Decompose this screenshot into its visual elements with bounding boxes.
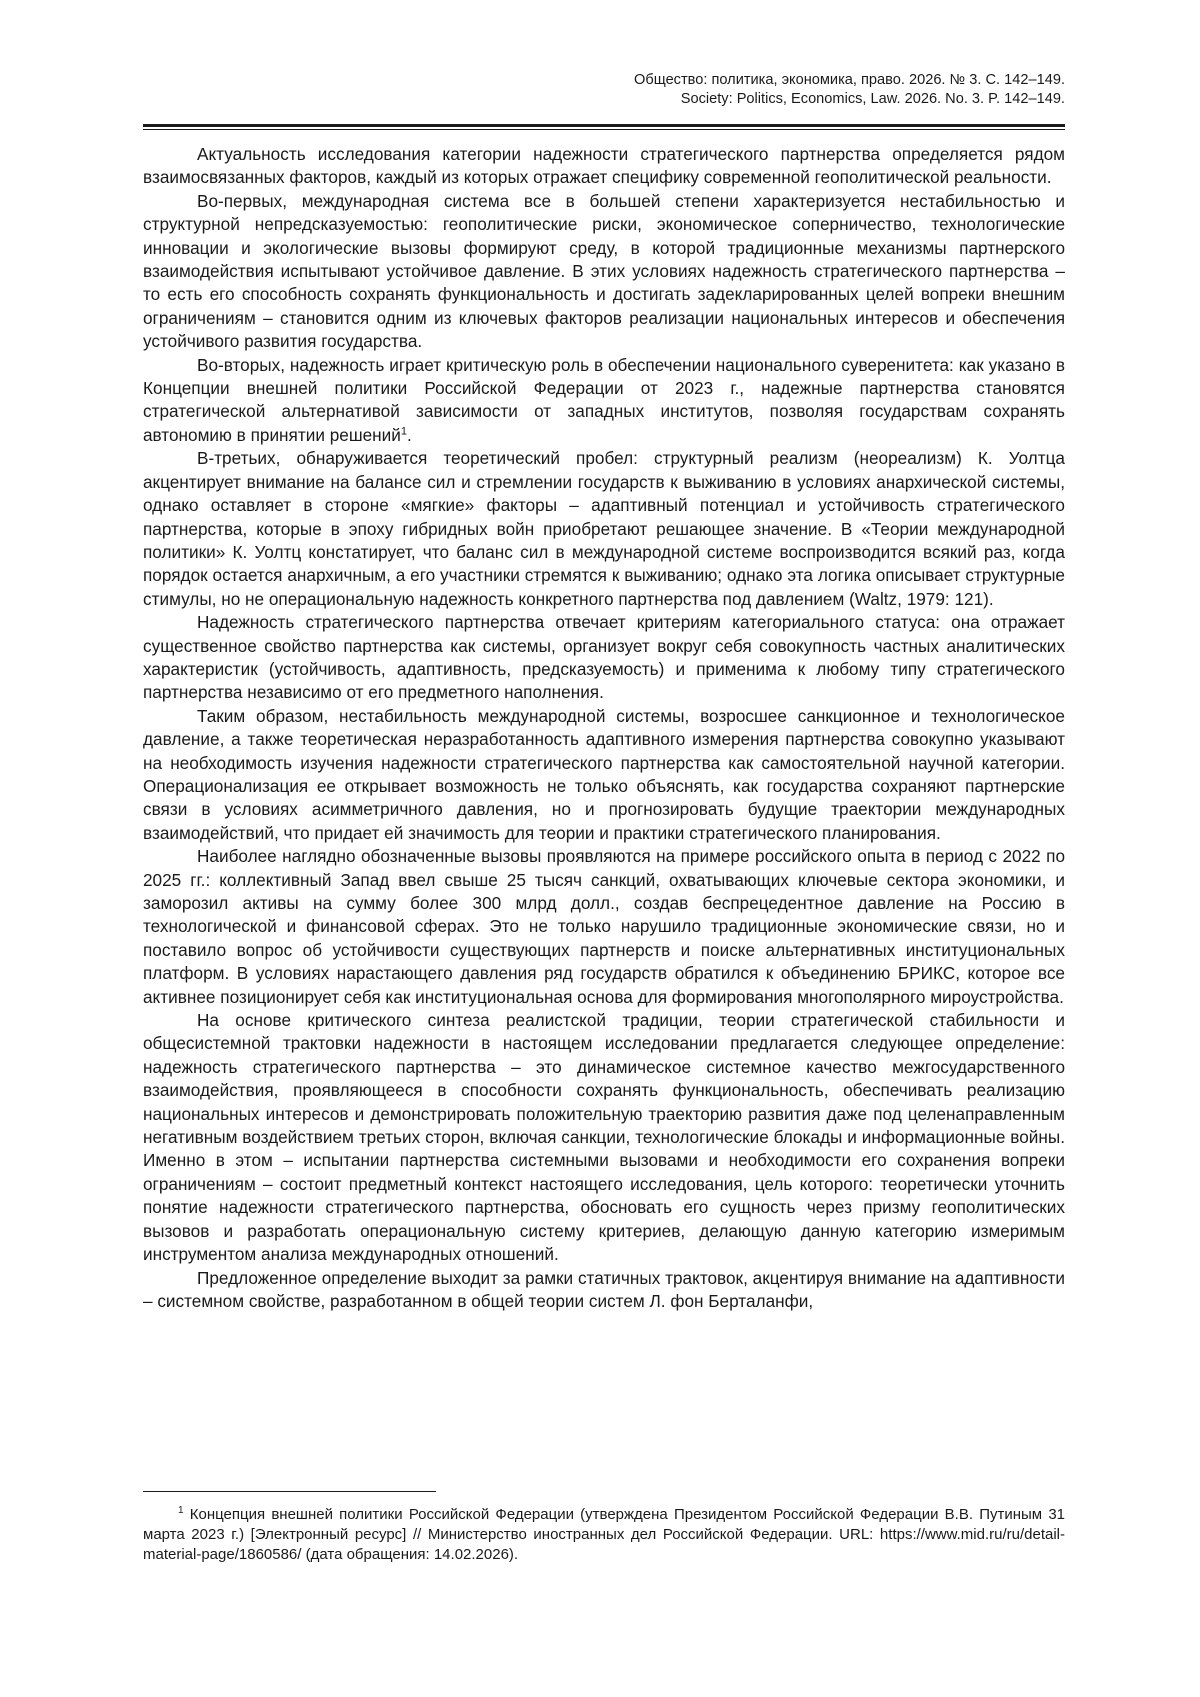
footnote [143,1505,1065,1565]
paragraph-conclusion: Таким образом, нестабильность международной системы, возросшее санкционное и технологическое давление, а также теоретическая неразработанность адаптивного измерения партнерства совокупно указывают на необходимость изучения надежности стратегического партнерства как самостоятельной научной категории. Операционализация ее открывает возможность не только объяснять, как государства сохраняют партнерские связи в условиях асимметричного давления, но и прогнозировать будущие траектории международных взаимодействий, что придает ей значимость для теории и практики стратегического планирования. [143,705,1065,843]
article-body [143,143,1065,1313]
paragraph-russian-experience: Наиболее наглядно обозначенные вызовы проявляются на примере российского опыта в период с 2022 по 2025 гг.: коллективный Запад ввел свыше 25 тысяч санкций, охватывающих ключевые сектора экономики, и заморозил активы на сумму более 300 млрд долл., создав беспрецедентное давление на Россию в технологической и финансовой сферах. Это не только нарушило традиционные экономические связи, но и поставило вопрос об устойчивости существующих партнерств и поиске альтернативных институциональных платформ. В условиях нарастающего давления ряд государств обратился к объединению БРИКС, которое все активнее позиционирует себя как институциональная основа для формирования многополярного мироустройства. [143,846,1065,1007]
paragraph-second-factor-end: . [407,424,412,445]
header-citation-en: Society: Politics, Economics, Law. 2026. No. 3. P. 142–149. [680,91,1065,107]
footnote-text: Концепция внешней политики Российской Федерации (утверждена Президентом Российской Федерации В.В. Путиным 31 марта 2023 г.) [Электронный ресурс] // Министерство иностранных дел Российской Федерации. URL: https://www.mid.ru/ru/detail-material-page/1860586/ (дата обращения: 14.02.2026). [143,1506,1065,1563]
paragraph-second-factor-text: Во-вторых, надежность играет критическую роль в обеспечении национального суверенитета: как указано в Концепции внешней политики Российской Федерации от 2023 г., надежные партнерства становятся стратегической альтернативой зависимости от западных институтов, позволяя государствам сохранять автономию в принятии решений [143,354,1065,445]
paragraph-third-factor: В-третьих, обнаруживается теоретический пробел: структурный реализм (неореализм) К. Уолтца акцентирует внимание на балансе сил и стремлении государств к выживанию в условиях анархической системы, однако оставляет в стороне «мягкие» факторы – адаптивный потенциал и устойчивость стратегического партнерства, которые в эпоху гибридных войн приобретают решающее значение. В «Теории международной политики» К. Уолтц констатирует, что баланс сил в международной системе воспроизводится всякий раз, когда порядок остается анархичным, а его участники стремятся к выживанию; однако эта логика описывает структурные стимулы, но не операциональную надежность конкретного партнерства под давлением (Waltz, 1979: 121). [143,448,1065,609]
paragraph-relevance: Актуальность исследования категории надежности стратегического партнерства определяется рядом взаимосвязанных факторов, каждый из которых отражает специфику современной геополитической реальности. [143,144,1065,188]
running-header [143,71,1065,109]
paragraph-adaptivity: Предложенное определение выходит за рамки статичных трактовок, акцентируя внимание на адаптивности – системном свойстве, разработанном в общей теории систем Л. фон Берталанфи, [143,1267,1065,1311]
paragraph-first-factor: Во-первых, международная система все в большей степени характеризуется нестабильностью и структурной непредсказуемостью: геополитические риски, экономическое соперничество, технологические инновации и экологические вызовы формируют среду, в которой традиционные механизмы партнерского взаимодействия испытывают устойчивое давление. В этих условиях надежность стратегического партнерства – то есть его способность сохранять функциональность и достигать задекларированных целей вопреки внешним ограничениям – становится одним из ключевых факторов реализации национальных интересов и обеспечения устойчивого развития государства. [143,190,1065,352]
footnote-mark: 1 [178,1505,184,1516]
footnote-separator [143,1491,436,1492]
header-rule-thick [143,124,1065,127]
footnote-reference[interactable]: 1 [400,425,407,438]
header-rule-thin [143,129,1065,130]
paragraph-second-factor [143,354,1065,448]
header-citation-ru: Общество: политика, экономика, право. 2026. № 3. С. 142–149. [634,72,1065,88]
paragraph-definition: На основе критического синтеза реалистской традиции, теории стратегической стабильности и общесистемной трактовки надежности в настоящем исследовании предлагается следующее определение: надежность стратегического партнерства – это динамическое системное качество межгосударственного взаимодействия, проявляющееся в способности сохранять функциональность, обеспечивать реализацию национальных интересов и демонстрировать положительную траекторию развития даже под целенаправленным негативным воздействием третьих сторон, включая санкции, технологические блокады и информационные войны. Именно в этом – испытании партнерства системными вызовами и необходимости его сохранения вопреки ограничениям – состоит предметный контекст настоящего исследования, цель которого: теоретически уточнить понятие надежности стратегического партнерства, обосновать его сущность через призму геополитических вызовов и разработать операциональную систему критериев, делающую данную категорию измеримым инструментом анализа международных отношений. [143,1010,1065,1265]
paragraph-category-status: Надежность стратегического партнерства отвечает критериям категориального статуса: она отражает существенное свойство партнерства как системы, организует вокруг себя совокупность частных аналитических характеристик (устойчивость, адаптивность, предсказуемость) и применима к любому типу стратегического партнерства независимо от его предметного наполнения. [143,612,1065,703]
